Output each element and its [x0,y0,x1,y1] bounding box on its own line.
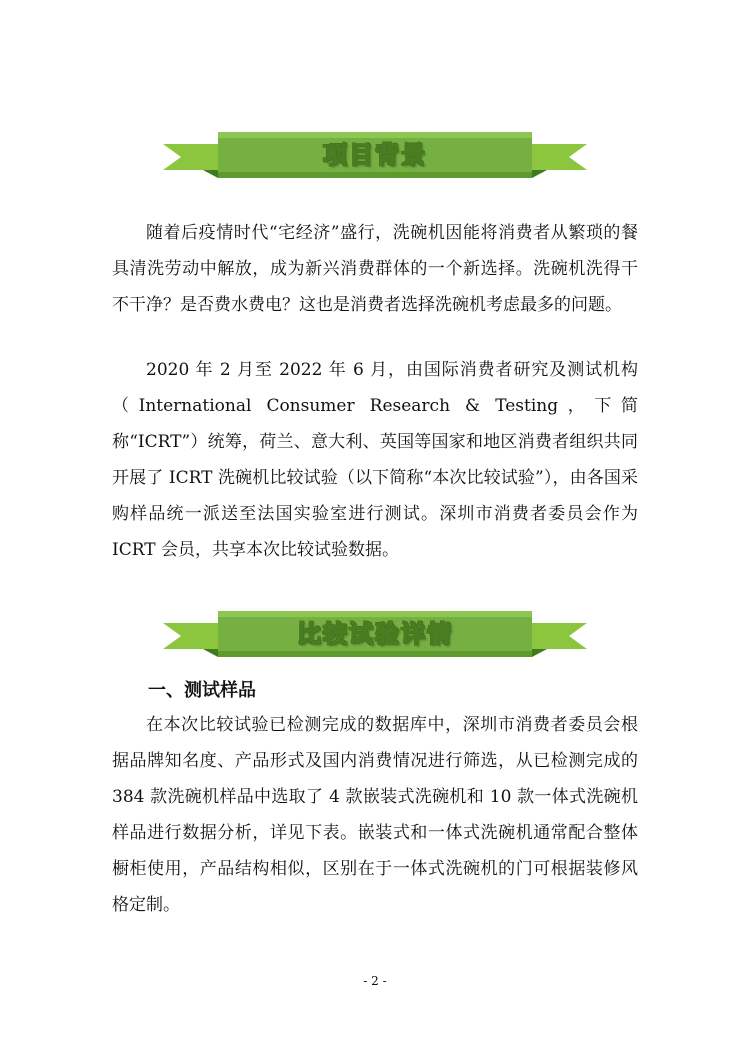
banner-title: 项目背景 [323,141,427,169]
samples-paragraph [112,707,638,923]
section-heading: 一、测试样品 [148,680,256,701]
paragraph-text: 随着后疫情时代“宅经济”盛行，洗碗机因能将消费者从繁琐的餐具清洗劳动中解放，成为新兴消费群体的一个新选择。洗碗机洗得干不干净？是否费水费电？这也是消费者选择洗碗机考虑最多的问题。 [112,223,638,315]
banner-title: 比较试验详情 [297,620,453,648]
background-paragraph-1 [112,215,638,323]
paragraph-text: 2020 年 2 月至 2022 年 6 月，由国际消费者研究及测试机构（International Consumer Research & Testing，下简称“ICRT”）统筹，荷兰、意大利、英国等国家和地区消费者组织共同开展了 ICRT 洗碗机比较试验（以下简称“本次比较试验”），由各国采购样品统一派送至法国实验室进行测试。深圳市消费者委员会作为 ICRT 会员，共享本次比较试验数据。 [112,360,638,560]
page-number: - 2 - [363,974,387,988]
section-banner-background [163,124,587,186]
section-banner-details [163,603,587,665]
background-paragraph-2 [112,352,638,568]
paragraph-text: 在本次比较试验已检测完成的数据库中，深圳市消费者委员会根据品牌知名度、产品形式及国内消费情况进行筛选，从已检测完成的 384 款洗碗机样品中选取了 4 款嵌装式洗碗机和 10 款一体式洗碗机样品进行数据分析，详见下表。嵌装式和一体式洗碗机通常配合整体橱柜使用，产品结构相似，区别在于一体式洗碗机的门可根据装修风格定制。 [112,715,638,915]
